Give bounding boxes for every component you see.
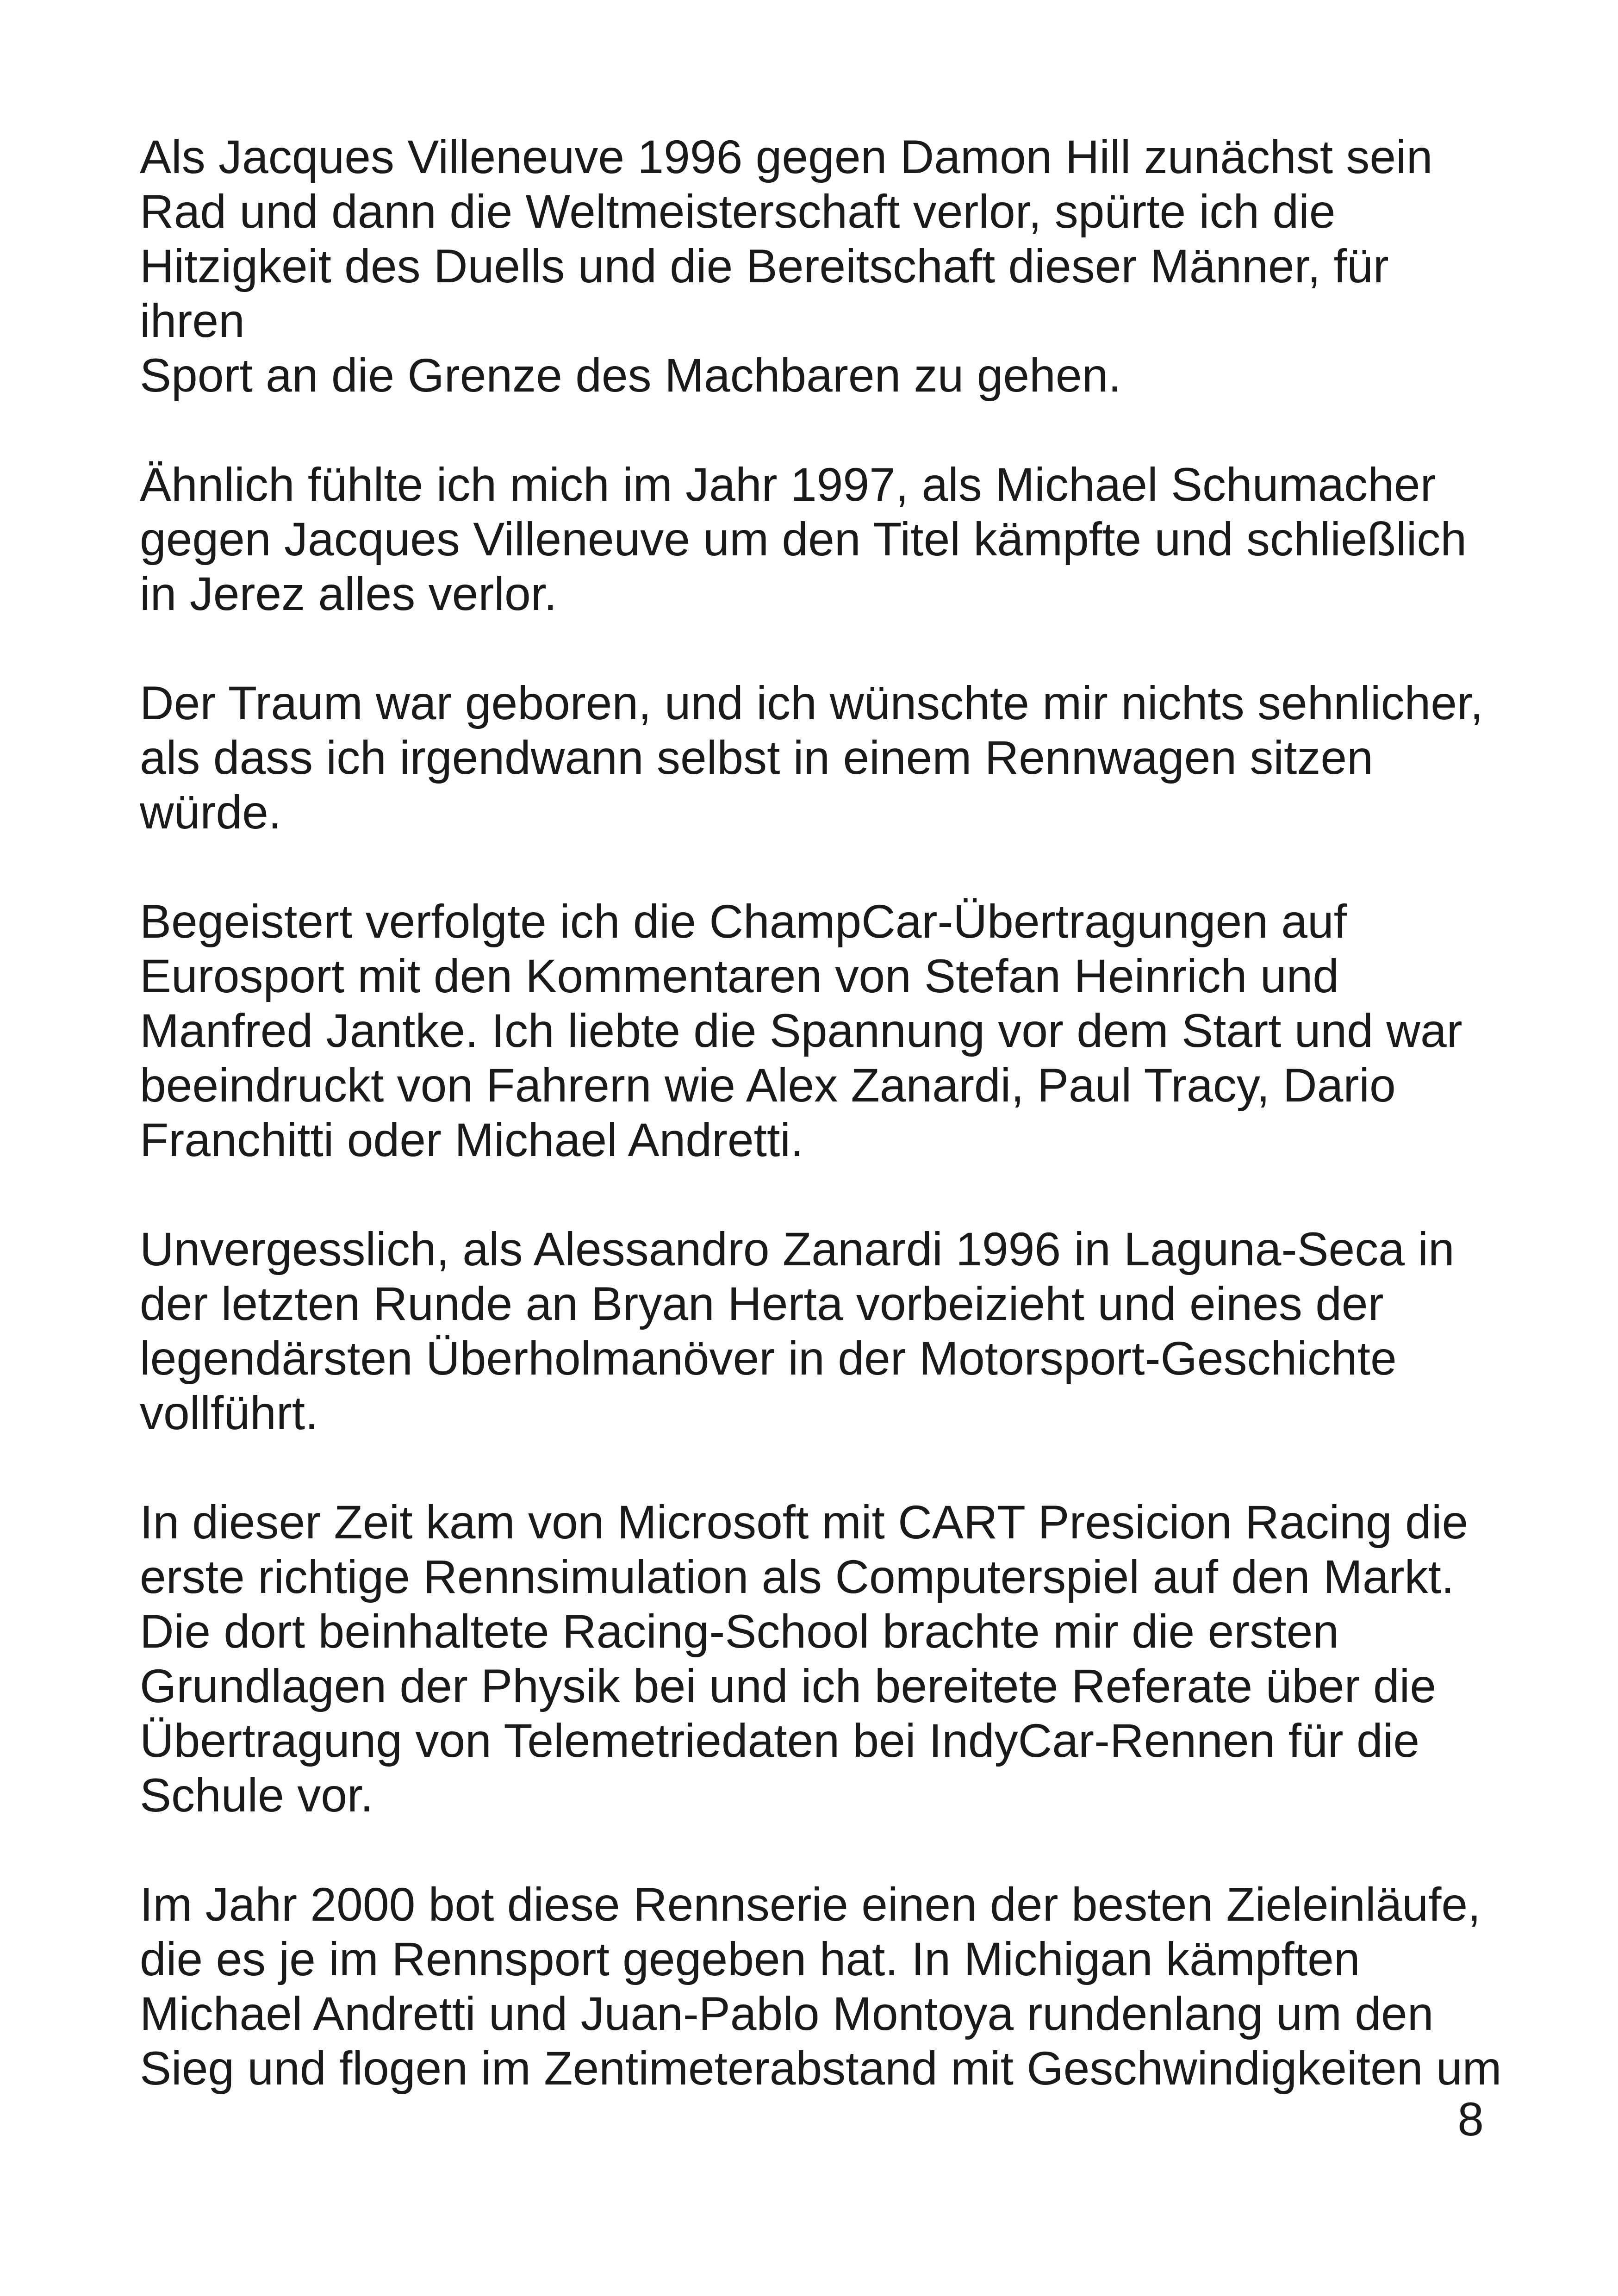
paragraph-5: Unvergesslich, als Alessandro Zanardi 1996 in Laguna-Seca in der letzten Runde an Bryan Herta vorbeizieht und eines der legendärsten Überholmanöver in der Motorsport-Geschichte vollführt.: [140, 1223, 1455, 1439]
paragraph-4: Begeistert verfolgte ich die ChampCar-Übertragungen auf Eurosport mit den Kommentaren von Stefan Heinrich und Manfred Jantke. Ich liebte die Spannung vor dem Start und war beeindruckt von Fahrern wie Alex Zanardi, Paul Tracy, Dario Franchitti oder Michael Andretti.: [140, 895, 1462, 1166]
body-text: [140, 130, 1505, 2150]
paragraph-3: Der Traum war geboren, und ich wünschte mir nichts sehnlicher, als dass ich irgendwann selbst in einem Rennwagen sitzen würde.: [140, 677, 1483, 839]
paragraph-2: Ähnlich fühlte ich mich im Jahr 1997, als Michael Schumacher gegen Jacques Villeneuve um den Titel kämpfte und schließlich in Jerez alles verlor.: [140, 458, 1467, 620]
page-number: 8: [1457, 2093, 1484, 2146]
paragraph-1: Als Jacques Villeneuve 1996 gegen Damon Hill zunächst sein Rad und dann die Weltmeisterschaft verlor, spürte ich die Hitzigkeit des Duells und die Bereitschaft dieser Männer, für ihren Sport an die Grenze des Machbaren zu gehen.: [140, 131, 1433, 402]
paragraph-7: Im Jahr 2000 bot diese Rennserie einen der besten Zieleinläufe, die es je im Rennsport gegeben hat. In Michigan kämpften Michael Andretti und Juan-Pablo Montoya rundenlang um den Sieg und flogen im Zentimeterabstand mit Geschwindigkeiten um: [140, 1878, 1502, 2095]
paragraph-6: In dieser Zeit kam von Microsoft mit CART Presicion Racing die erste richtige Rennsimulation als Computerspiel auf den Markt. Die dort beinhaltete Racing-School brachte mir die ersten Grundlagen der Physik bei und ich bereitete Referate über die Übertragung von Telemetriedaten bei IndyCar-Rennen für die Schule vor.: [140, 1496, 1469, 1822]
